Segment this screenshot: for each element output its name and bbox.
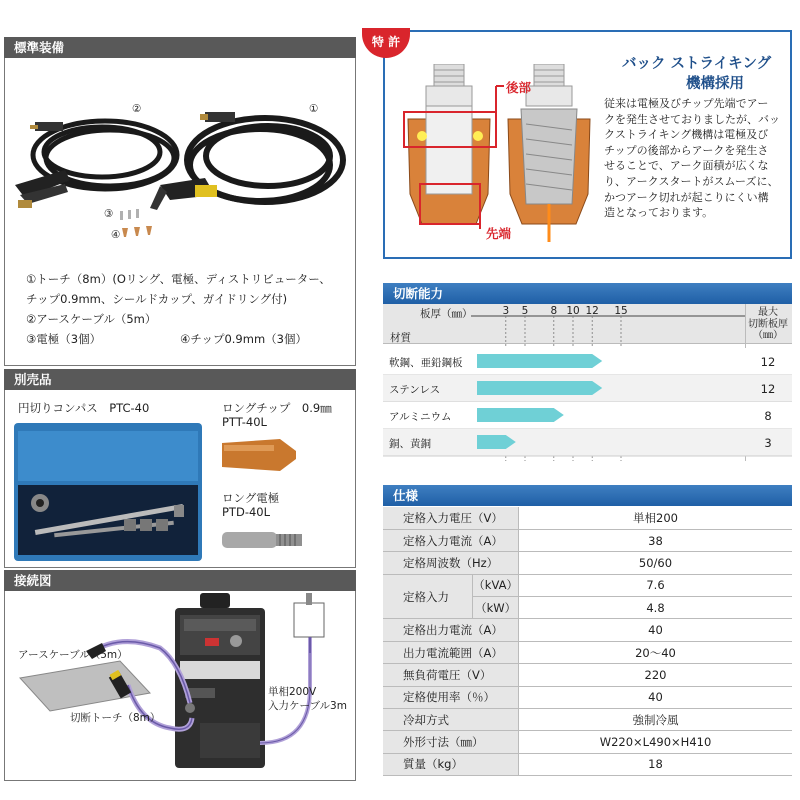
chart-bar [477,381,602,395]
patent-line: 造となっております。 [604,206,714,220]
patent-line: せることで、アーク面積が広くな [604,159,769,173]
patent-line: かつアーク切れが起こりにくい構 [604,190,769,204]
spec-value: 50/60 [519,552,793,574]
patent-line: クストライキング機構は電極及び [604,128,769,142]
rear-label: 後部 [506,80,532,95]
long-tip-code: PTT-40L [222,415,267,429]
spec-value: 40 [519,619,793,641]
chart-tick-label: 12 [585,305,599,317]
compass-case-image [14,423,202,561]
spec-table [383,507,792,776]
standard-item-2: ②アースケーブル（5m） [26,312,157,326]
patent-line: チップの後部からアークを発生さ [604,143,769,157]
long-electrode-image [220,526,310,554]
spec-label: 定格入力 [383,574,473,619]
chart-bar [477,408,564,422]
marker-1: ① [309,103,319,115]
spec-label: 定格入力電圧（V） [383,507,519,529]
chart-max-label: 3 [764,436,772,450]
standard-item-1b: チップ0.9mm、シールドカップ、ガイドリング付) [26,292,288,306]
chart-bar [477,354,602,368]
back-striking-illustration [396,64,606,249]
patent-line: 従来は電極及びチップ先端でアー [604,97,769,110]
spec-header: 仕様 [383,485,792,506]
input-label-1: 単相200V [268,686,317,698]
chart-tick-label: 15 [614,305,628,317]
chart-max-label: 12 [760,382,776,396]
patent-body [604,96,790,221]
spec-value: W220×L490×H410 [519,731,793,753]
cutting-capacity-header: 切断能力 [383,283,792,304]
spec-row [383,731,792,753]
standard-equipment-photo [10,100,350,250]
spec-row [383,753,792,775]
chart-row-band [383,429,792,456]
patent-line: り、アークスタートがスムーズに、 [604,174,779,188]
spec-label: 出力電流範囲（A） [383,641,519,663]
spec-row [383,529,792,551]
chart-tick-label: 3 [502,305,510,317]
spec-value: 18 [519,753,793,775]
chart-category-label: ステンレス [389,384,441,396]
tip-label: 先端 [486,226,512,241]
long-tip-image [220,435,300,475]
compass-label: 円切りコンパス PTC-40 [18,401,150,415]
spec-row [383,686,792,708]
thickness-header: 板厚（㎜） [420,308,473,320]
spec-value: 強制冷風 [519,709,793,731]
connection-header: 接続図 [4,570,356,591]
spec-row [383,552,792,574]
chart-category-label: アルミニウム [389,411,452,423]
chart-tick-label: 8 [550,305,558,317]
standard-item-1: ①トーチ（8m）(Oリング、電極、ディストリビューター、 [26,272,331,286]
patent-line: クを発生させておりましたが、バッ [604,112,780,126]
material-header: 材質 [390,332,411,344]
spec-value: 20〜40 [519,641,793,663]
spec-value: 4.8 [519,597,793,619]
chart-max-label: 8 [764,409,772,423]
spec-row [383,619,792,641]
standard-item-4: ④チップ0.9mm（3個） [180,332,307,346]
spec-row [383,709,792,731]
standard-item-3: ③電極（3個） [26,332,102,346]
spec-value: 40 [519,686,793,708]
spec-value: 38 [519,529,793,551]
max-header-line: 切断板厚 [748,318,788,330]
spec-sublabel: （kVA） [473,574,519,596]
patent-badge-text: 特 許 [371,35,401,49]
chart-max-label: 12 [760,355,776,369]
options-header: 別売品 [4,369,356,390]
spec-label: 質量（kg） [383,753,519,775]
max-header-line: 最大 [758,307,778,318]
patent-title-1: バック ストライキング [622,56,772,72]
spec-value: 単相200 [519,507,793,529]
spec-value: 220 [519,664,793,686]
spec-row [383,641,792,663]
spec-row [383,664,792,686]
standard-equipment-header: 標準装備 [4,37,356,58]
spec-value: 7.6 [519,574,793,596]
max-header-line: （㎜） [753,330,783,341]
spec-sublabel: （kW） [473,597,519,619]
spec-label: 定格周波数（Hz） [383,552,519,574]
patent-title-2: 機構採用 [686,76,744,92]
input-label-2: 入力ケーブル3m [268,700,347,712]
spec-row [383,574,792,596]
spec-label: 外形寸法（㎜） [383,731,519,753]
spec-row [383,507,792,529]
spec-label: 定格入力電流（A） [383,529,519,551]
chart-tick-label: 5 [521,305,529,317]
chart-category-label: 軟鋼、亜鉛鋼板 [389,357,463,369]
long-electrode-label: ロング電極 [222,491,280,505]
marker-3: ③ [104,208,114,220]
chart-tick-label: 10 [566,305,580,317]
spec-label: 定格使用率（％） [383,686,519,708]
marker-2: ② [132,103,142,115]
chart-category-label: 銅、黄銅 [389,438,431,450]
long-electrode-code: PTD-40L [222,505,271,519]
earth-cable-label: アースケーブル（5m） [18,649,128,661]
spec-label: 冷却方式 [383,709,519,731]
spec-label: 定格出力電流（A） [383,619,519,641]
torch-cable-label: 切断トーチ（8m） [70,712,161,724]
spec-label: 無負荷電圧（V） [383,664,519,686]
long-tip-label: ロングチップ 0.9㎜ [222,401,332,415]
cutting-capacity-chart [383,304,792,464]
marker-4: ④ [111,229,121,241]
